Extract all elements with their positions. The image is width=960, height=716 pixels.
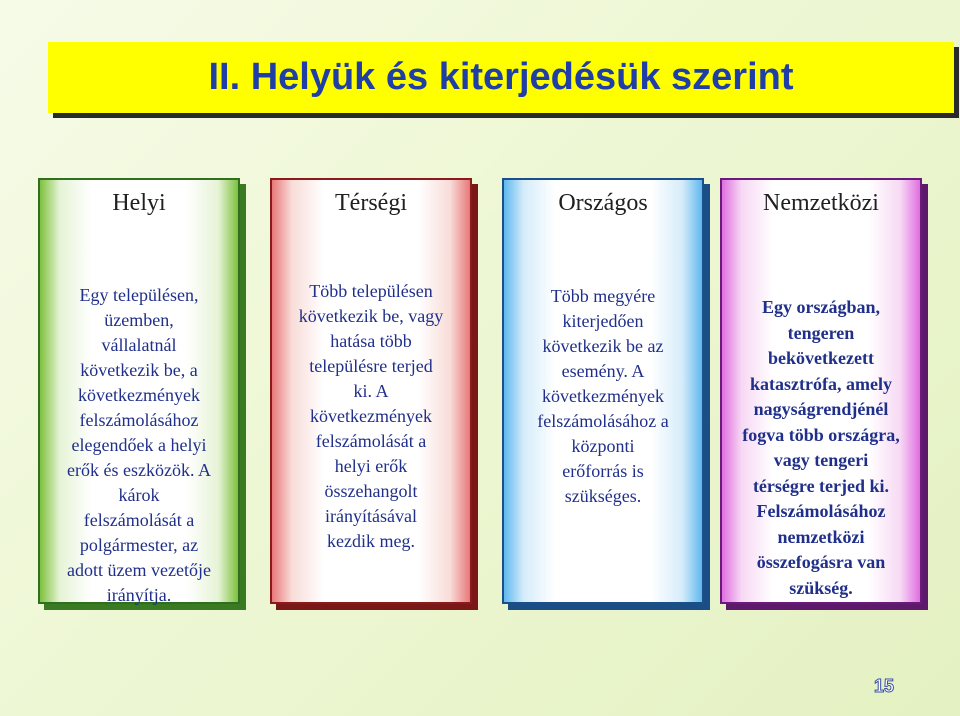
card-heading-tersegi: Térségi <box>335 190 407 216</box>
card-tersegi <box>270 178 472 604</box>
card-orszagos <box>502 178 704 604</box>
slide-title: II. Helyük és kiterjedésük szerint <box>208 56 794 98</box>
card-text-nemzetkozi: Egy országban, tengeren bekövetkezett katasztrófa, amely nagyságrendjénél fogva több országra, vagy tengeri térségre terjed ki. Felszámolásához nemzetközi összefogásra van szükség. <box>742 297 900 598</box>
card-helyi <box>38 178 240 604</box>
card-heading-helyi: Helyi <box>112 190 166 216</box>
card-text-tersegi: Több településen következik be, vagy hatása több településre terjed ki. A következmények felszámolását a helyi erők összehangolt irányításával kezdik meg. <box>298 281 444 551</box>
slide-number: 15 <box>874 676 895 696</box>
card-text-helyi: Egy településen, üzemben, vállalatnál következik be, a következmények felszámolásához elegendőek a helyi erők és eszközök. A károk felszámolását a polgármester, az adott üzem vezetője irányítja. <box>67 285 211 605</box>
card-heading-orszagos: Országos <box>558 190 648 216</box>
card-text-orszagos: Több megyére kiterjedően következik be az esemény. A következmények felszámolásához a központi erőforrás is szükséges. <box>537 286 669 506</box>
slide-title-box <box>48 42 954 113</box>
card-nemzetkozi <box>720 178 922 604</box>
card-heading-nemzetkozi: Nemzetközi <box>763 190 879 216</box>
